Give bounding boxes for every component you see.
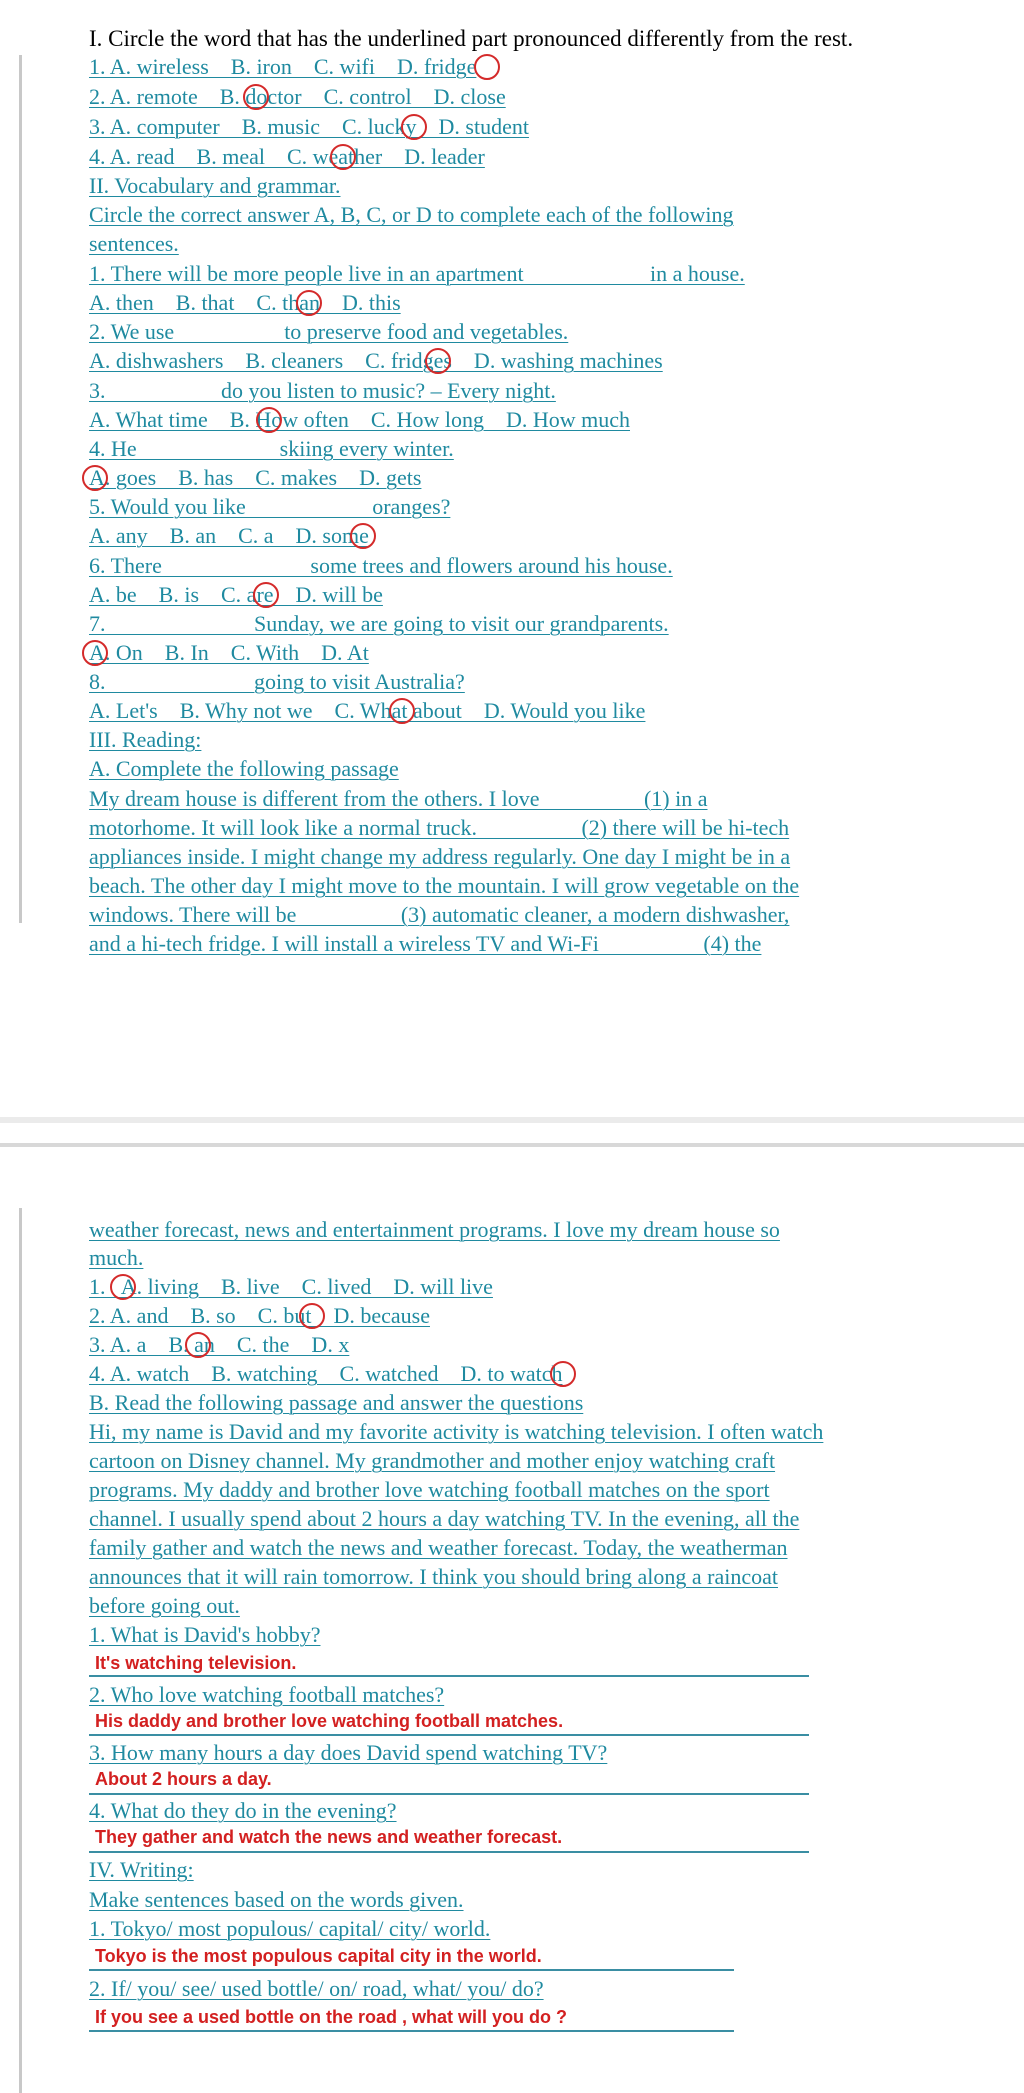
s2-question-3: 3. do you listen to music? – Every night. (89, 378, 556, 403)
page-margin-bar (19, 55, 22, 923)
page-separator (0, 1117, 1024, 1123)
passage-line-1: My dream house is different from the others. I love (1) in a (89, 786, 708, 811)
section3-heading: III. Reading: (89, 727, 202, 752)
s2-question-5-options: A. any B. an C. a D. some (89, 523, 369, 548)
passage-line-5: windows. There will be (3) automatic cleaner, a modern dishwasher, (89, 902, 790, 927)
partA-answer-3: 3. A. a B. an C. the D. x (89, 1332, 350, 1357)
s3-partA-title: A. Complete the following passage (89, 756, 399, 781)
partB-answer-2: His daddy and brother love watching football matches. (95, 1711, 564, 1731)
s2-question-1-options: A. then B. that C. than D. this (89, 290, 401, 315)
s2-question-4-options: A. goes B. has C. makes D. gets (89, 465, 422, 490)
s2-question-3-options: A. What time B. How often C. How long D. How much (89, 407, 630, 432)
answer-circle-s2q3 (256, 407, 282, 433)
s4-instruction: Make sentences based on the words given. (89, 1887, 464, 1912)
s4-answer-2: If you see a used bottle on the road , what will you do ? (95, 2007, 568, 2027)
answer-circle-s1q4 (330, 144, 356, 170)
s4-question-2: 2. If/ you/ see/ used bottle/ on/ road, what/ you/ do? (89, 1976, 544, 2001)
partB-line-4: channel. I usually spend about 2 hours a day watching TV. In the evening, all the (89, 1506, 800, 1531)
s2-instruction-line-1: Circle the correct answer A, B, C, or D to complete each of the following (89, 202, 734, 227)
s2-question-1: 1. There will be more people live in an apartment in a house. (89, 261, 745, 286)
partB-line-6: announces that it will rain tomorrow. I think you should bring along a raincoat (89, 1564, 778, 1589)
answer-circle-s2q4 (82, 465, 108, 491)
answer-underline (89, 1793, 809, 1795)
answer-circle-s1q3 (401, 114, 427, 140)
partB-question-2: 2. Who love watching football matches? (89, 1682, 445, 1707)
partA-answer-4: 4. A. watch B. watching C. watched D. to watch (89, 1361, 563, 1386)
partB-answer-1: It's watching television. (95, 1653, 297, 1673)
answer-circle-s2q8 (389, 698, 415, 724)
section1-heading: I. Circle the word that has the underlined part pronounced differently from the rest. (89, 26, 854, 51)
partB-answer-3: About 2 hours a day. (95, 1769, 272, 1789)
s4-question-1: 1. Tokyo/ most populous/ capital/ city/ world. (89, 1916, 491, 1941)
partB-line-5: family gather and watch the news and weather forecast. Today, the weatherman (89, 1535, 788, 1560)
answer-circle-partA-3 (185, 1332, 211, 1358)
section4-heading: IV. Writing: (89, 1857, 194, 1882)
page-margin-bar (19, 1208, 22, 2093)
passage-line-4: beach. The other day I might move to the mountain. I will grow vegetable on the (89, 873, 800, 898)
answer-circle-s1q1 (474, 54, 500, 80)
s4-answer-1: Tokyo is the most populous capital city in the world. (95, 1946, 542, 1966)
partA-answer-1: 1. A. living B. live C. lived D. will live (89, 1274, 493, 1299)
partB-line-2: cartoon on Disney channel. My grandmother and mother enjoy watching craft (89, 1448, 776, 1473)
partB-line-3: programs. My daddy and brother love watching football matches on the sport (89, 1477, 770, 1502)
answer-underline (89, 1734, 809, 1736)
answer-circle-s2q6 (253, 582, 279, 608)
answer-circle-s2q5 (350, 523, 376, 549)
answer-circle-s2q7 (82, 640, 108, 666)
s2-question-7-options: A. On B. In C. With D. At (89, 640, 369, 665)
worksheet-page-2 (0, 1150, 1024, 2093)
answer-underline (89, 1675, 809, 1677)
s2-question-6-options: A. be B. is C. are D. will be (89, 582, 383, 607)
passage-line-3: appliances inside. I might change my address regularly. One day I might be in a (89, 844, 791, 869)
partB-question-4: 4. What do they do in the evening? (89, 1798, 397, 1823)
answer-circle-s2q2 (425, 348, 451, 374)
s2-question-2: 2. We use to preserve food and vegetables. (89, 319, 569, 344)
s2-question-6: 6. There some trees and flowers around his house. (89, 553, 673, 578)
partB-answer-4: They gather and watch the news and weather forecast. (95, 1827, 563, 1847)
answer-circle-partA-1 (110, 1274, 136, 1300)
s1-question-4: 4. A. read B. meal C. weather D. leader (89, 144, 485, 169)
partA-answer-2: 2. A. and B. so C. but D. because (89, 1303, 430, 1328)
s2-question-2-options: A. dishwashers B. cleaners C. fridges D. washing machines (89, 348, 663, 373)
s1-question-3: 3. A. computer B. music C. lucky D. student (89, 114, 529, 139)
s2-question-5: 5. Would you like oranges? (89, 494, 451, 519)
s2-question-8: 8. going to visit Australia? (89, 669, 465, 694)
passage-line-2: motorhome. It will look like a normal truck. (2) there will be hi-tech (89, 815, 790, 840)
passage-continued-line-1: weather forecast, news and entertainment programs. I love my dream house so (89, 1217, 780, 1242)
answer-circle-s2q1 (296, 290, 322, 316)
answer-circle-partA-2 (299, 1303, 325, 1329)
s2-instruction-line-2: sentences. (89, 231, 179, 256)
s3-partB-title: B. Read the following passage and answer the questions (89, 1390, 584, 1415)
s1-question-2: 2. A. remote B. doctor C. control D. close (89, 84, 506, 109)
partB-question-1: 1. What is David's hobby? (89, 1622, 321, 1647)
passage-continued-line-2: much. (89, 1245, 144, 1270)
section2-heading: II. Vocabulary and grammar. (89, 173, 341, 198)
answer-underline (89, 1969, 734, 1971)
s1-question-1: 1. A. wireless B. iron C. wifi D. fridge (89, 54, 477, 79)
partB-line-7: before going out. (89, 1593, 240, 1618)
partB-question-3: 3. How many hours a day does David spend watching TV? (89, 1740, 608, 1765)
answer-underline (89, 1851, 809, 1853)
answer-circle-partA-4 (550, 1361, 576, 1387)
s2-question-4: 4. He skiing every winter. (89, 436, 454, 461)
s2-question-7: 7. Sunday, we are going to visit our grandparents. (89, 611, 669, 636)
partB-line-1: Hi, my name is David and my favorite activity is watching television. I often watch (89, 1419, 824, 1444)
page-separator-line (0, 1143, 1024, 1147)
s2-question-8-options: A. Let's B. Why not we C. What about D. Would you like (89, 698, 646, 723)
answer-circle-s1q2 (243, 84, 269, 110)
passage-line-6: and a hi-tech fridge. I will install a wireless TV and Wi-Fi (4) the (89, 931, 762, 956)
answer-underline (89, 2030, 734, 2032)
